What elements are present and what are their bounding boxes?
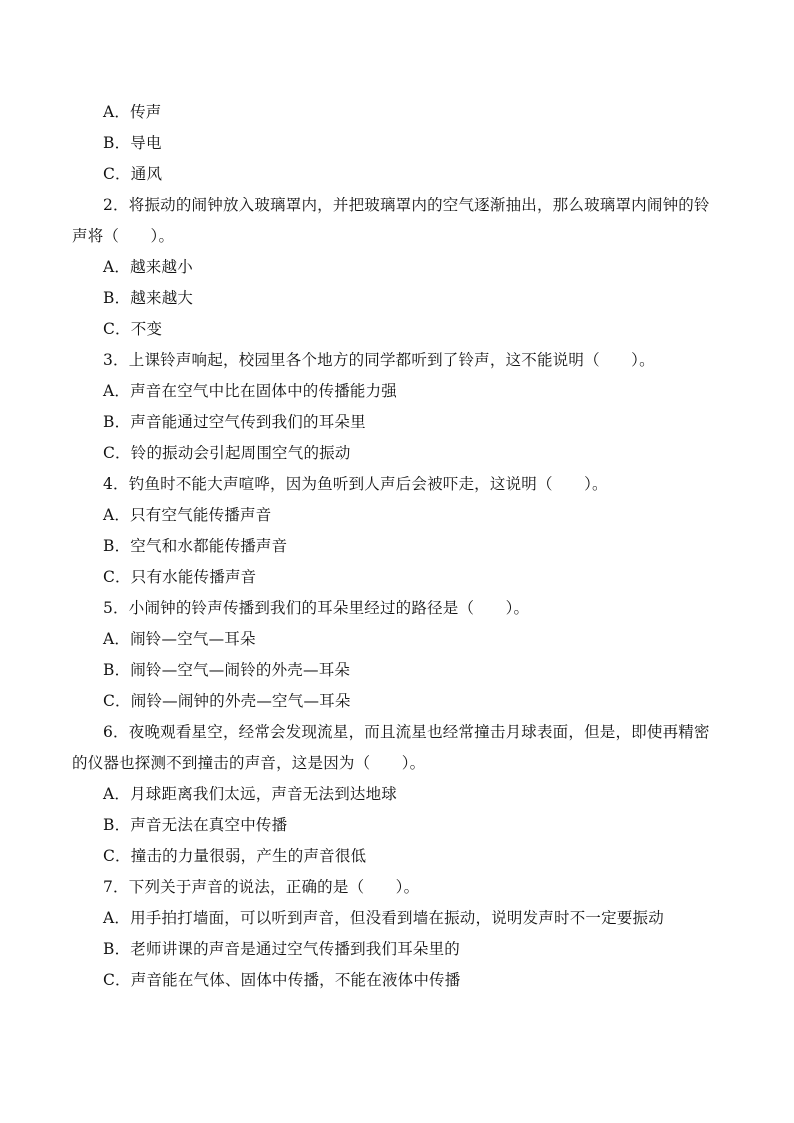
q5-option-c: C．闹铃—闹钟的外壳—空气—耳朵 [103, 692, 351, 710]
q4-option-c: C．只有水能传播声音 [103, 568, 257, 586]
q2-option-a: A．越来越小 [103, 258, 193, 276]
q7-option-a: A．用手拍打墙面，可以听到声音，但没看到墙在振动，说明发声时不一定要振动 [103, 909, 664, 927]
q4-option-a: A．只有空气能传播声音 [103, 506, 272, 524]
question-list [72, 97, 724, 996]
q3-option-b: B．声音能通过空气传到我们的耳朵里 [103, 413, 366, 431]
q6-option-c: C．撞击的力量很弱，产生的声音很低 [103, 847, 367, 865]
q6-option-a: A．月球距离我们太远，声音无法到达地球 [103, 785, 397, 803]
q3-option-a: A．声音在空气中比在固体中的传播能力强 [103, 382, 397, 400]
q1-option-a: A．传声 [103, 103, 162, 121]
q5-option-a: A．闹铃—空气—耳朵 [103, 630, 256, 648]
q3-option-c: C．铃的振动会引起周围空气的振动 [103, 444, 351, 462]
q4-option-b: B．空气和水都能传播声音 [103, 537, 288, 555]
q5-stem: 5．小闹钟的铃声传播到我们的耳朵里经过的路径是（ ）。 [103, 599, 530, 617]
q7-option-c: C．声音能在气体、固体中传播，不能在液体中传播 [103, 971, 461, 989]
q3-stem: 3．上课铃声响起，校园里各个地方的同学都听到了铃声，这不能说明（ ）。 [103, 351, 655, 369]
q6-stem-line2: 的仪器也探测不到撞击的声音，这是因为（ ）。 [72, 754, 426, 772]
q2-stem-line2: 声将（ ）。 [72, 227, 175, 245]
q1-option-c: C．通风 [103, 165, 163, 183]
q2-stem-line1: 2．将振动的闹钟放入玻璃罩内，并把玻璃罩内的空气逐渐抽出，那么玻璃罩内闹钟的铃 [103, 196, 710, 214]
q6-option-b: B．声音无法在真空中传播 [103, 816, 288, 834]
q2-option-c: C．不变 [103, 320, 163, 338]
q2-option-b: B．越来越大 [103, 289, 194, 307]
q5-option-b: B．闹铃—空气—闹铃的外壳—耳朵 [103, 661, 351, 679]
q1-option-b: B．导电 [103, 134, 162, 152]
q7-stem: 7．下列关于声音的说法，正确的是（ ）。 [103, 878, 420, 896]
q6-stem-line1: 6．夜晚观看星空，经常会发现流星，而且流星也经常撞击月球表面，但是，即使再精密 [103, 723, 710, 741]
q7-option-b: B．老师讲课的声音是通过空气传播到我们耳朵里的 [103, 940, 460, 958]
q4-stem: 4．钓鱼时不能大声喧哗，因为鱼听到人声后会被吓走，这说明（ ）。 [103, 475, 608, 493]
